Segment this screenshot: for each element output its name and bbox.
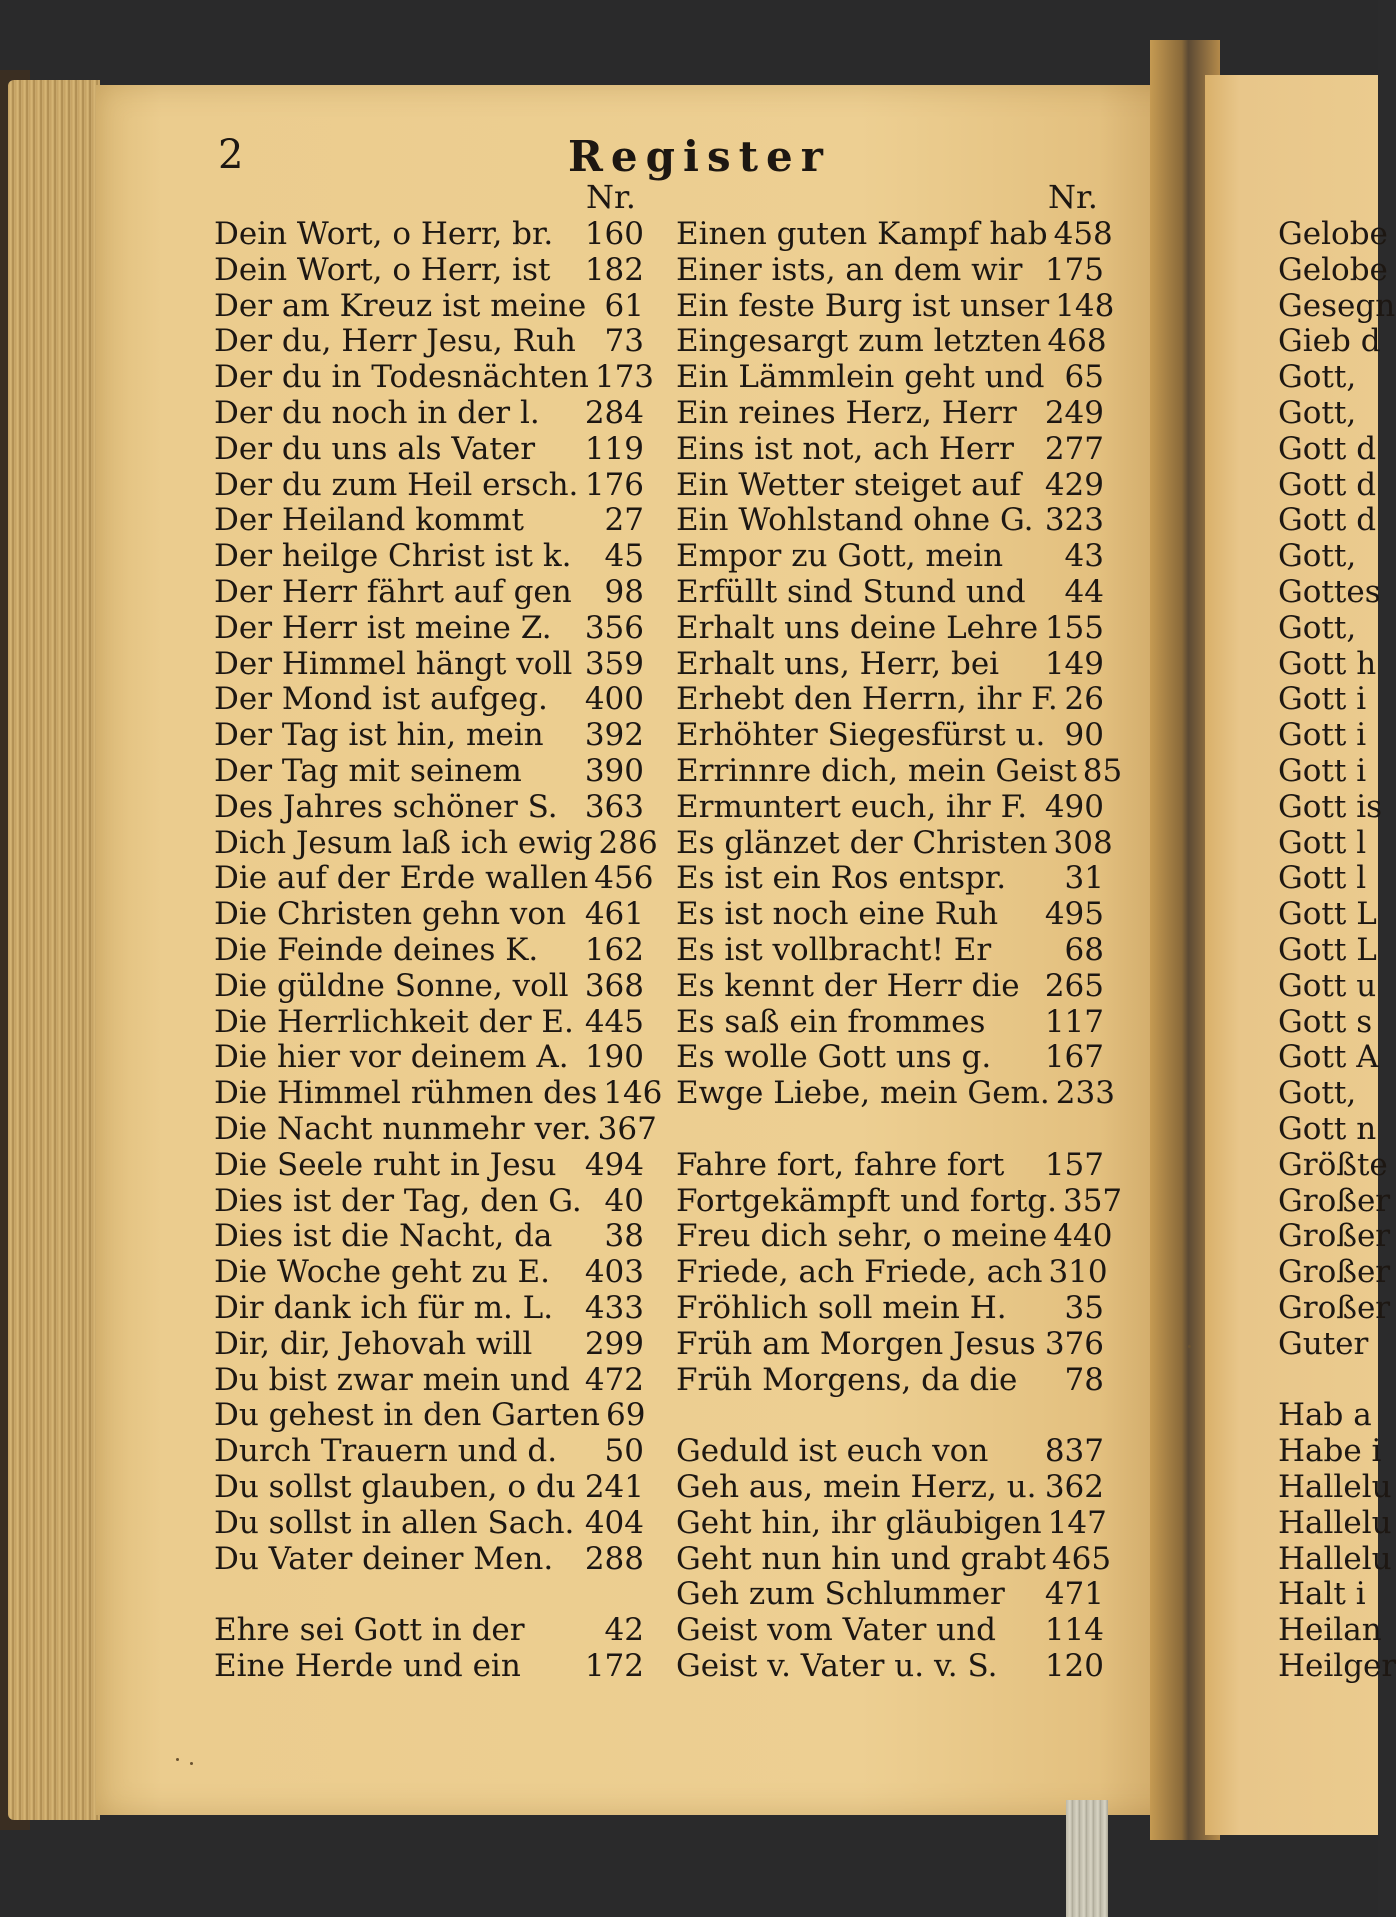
right-page-entry-fragment: Gott d [1278,430,1377,467]
entry-number: 148 [1055,287,1115,324]
right-page-entry-fragment: Gott, [1278,395,1357,431]
right-page-entry-fragment: Gott, [1278,538,1357,575]
entry-number: 265 [1044,967,1104,1004]
entry-title: Die güldne Sonne, voll [214,967,569,1004]
index-entry [214,1254,644,1290]
index-entry [214,1326,644,1362]
right-page-entry-fragment: Heilger [1278,1648,1396,1684]
right-page-entry-fragment: Gott u [1278,967,1377,1004]
index-entry [214,252,644,288]
right-page-entry-fragment: Heilan [1278,1612,1382,1649]
index-entry [676,1039,1104,1075]
entry-number: 43 [1064,538,1104,575]
index-entry [214,1147,644,1183]
right-page-entry-fragment: Hallelu [1278,1504,1392,1541]
entry-number: 172 [584,1648,644,1684]
entry-title: Die Herrlichkeit der E. [214,1003,574,1040]
entry-title: Erhebt den Herrn, ihr F. [676,681,1058,718]
entry-number: 494 [584,1146,644,1183]
right-page-entry-fragment: Gieb d [1278,323,1381,360]
entry-title: Der Tag mit seinem [214,753,522,789]
index-entry [676,1326,1104,1362]
index-entry [214,467,644,503]
page-number: 2 [218,132,244,178]
entry-number: 392 [584,717,644,754]
entry-number: 114 [1044,1612,1104,1649]
entry-number: 490 [1044,788,1104,825]
right-page-entry-fragment: Gott L [1278,932,1377,968]
index-entry [676,610,1104,646]
page-edges [8,80,100,1820]
index-entry [676,1612,1104,1648]
entry-title: Geht hin, ihr gläubigen [676,1504,1042,1541]
entry-title: Fahre fort, fahre fort [676,1146,1005,1183]
index-entry [676,1576,1104,1612]
entry-number: 376 [1044,1325,1104,1362]
entry-title: Früh Morgens, da die [676,1361,1018,1398]
index-entry [676,681,1104,717]
entry-number: 73 [604,323,644,360]
entry-title: Empor zu Gott, mein [676,538,1004,575]
entry-title: Ewge Liebe, mein Gem. [676,1075,1050,1112]
index-entry [676,431,1104,467]
entry-title: Der Tag ist hin, mein [214,717,544,754]
entry-title: Dir dank ich für m. L. [214,1290,554,1326]
entry-number: 155 [1044,609,1104,646]
index-entry [676,896,1104,932]
right-page-entry-fragment: Großer [1278,1290,1391,1326]
entry-number: 160 [584,216,644,252]
index-entry [214,1290,644,1326]
index-entry [214,1541,644,1577]
index-entry [676,574,1104,610]
index-entry [214,1469,644,1505]
entry-title: Du gehest in den Garten [214,1397,600,1434]
right-page-entry-fragment: Gott n [1278,1111,1377,1147]
entry-number: 45 [604,538,644,575]
entry-title: Die Feinde deines K. [214,932,539,968]
index-entry [214,1039,644,1075]
entry-title: Geduld ist euch von [676,1433,989,1470]
entry-number: 182 [584,251,644,288]
right-page-entry-fragment: Gesegn [1278,287,1396,324]
index-entry [676,1469,1104,1505]
entry-title: Erhalt uns, Herr, bei [676,645,1000,682]
entry-number: 465 [1051,1540,1112,1577]
entry-number: 837 [1044,1433,1104,1470]
index-entry [214,502,644,538]
entry-number: 31 [1064,860,1104,897]
paper-speck [1188,1345,1191,1348]
entry-title: Erhöhter Siegesfürst u. [676,717,1046,754]
entry-title: Die Seele ruht in Jesu [214,1146,557,1183]
entry-title: Der Himmel hängt voll [214,645,573,682]
index-entry [676,1182,1123,1219]
entry-number: 403 [584,1254,644,1291]
entry-title: Die auf der Erde wallen [214,860,589,897]
right-page-entry-fragment: Gott h [1278,645,1377,682]
right-page-entry-fragment: Gott l [1278,860,1367,897]
index-entry [676,467,1104,503]
entry-number: 90 [1064,717,1104,754]
index-entry [676,1362,1104,1398]
entry-number: 167 [1044,1039,1104,1076]
entry-title: Die Christen gehn von [214,896,567,933]
right-page-entry-fragment: Gelobe [1278,251,1388,288]
entry-number: 472 [584,1361,644,1398]
index-entry [214,574,644,610]
index-entry [214,753,644,789]
entry-number: 356 [584,609,644,646]
entry-title: Du sollst in allen Sach. [214,1504,575,1541]
entry-number: 277 [1044,430,1104,467]
entry-title: Ermuntert euch, ihr F. [676,788,1028,825]
entry-title: Dir, dir, Jehovah will [214,1325,533,1362]
entry-number: 50 [604,1433,644,1470]
index-entry [676,1218,1113,1255]
entry-number: 27 [604,502,644,539]
entry-title: Dies ist die Nacht, da [214,1218,553,1255]
entry-number: 440 [1053,1218,1113,1255]
entry-number: 149 [1044,645,1104,682]
entry-title: Die Woche geht zu E. [214,1254,551,1291]
entry-number: 146 [603,1075,663,1112]
entry-title: Eins ist not, ach Herr [676,430,1014,467]
entry-title: Die hier vor deinem A. [214,1039,569,1076]
index-entry [676,287,1115,324]
right-page-entry-fragment: Hallelu [1278,1469,1392,1505]
entry-number: 40 [604,1182,644,1219]
entry-number: 400 [584,681,644,718]
index-entry [676,968,1104,1004]
index-entry [214,1648,644,1684]
entry-title: Dein Wort, o Herr, br. [214,216,554,252]
entry-number: 390 [584,753,644,789]
index-entry [676,1433,1104,1469]
entry-title: Fortgekämpft und fortg. [676,1182,1057,1219]
right-page-entry-fragment: Gott i [1278,753,1367,789]
entry-number: 404 [584,1504,644,1541]
index-entry [676,1075,1115,1112]
index-entry [676,1504,1107,1541]
column-header-left: Nr. [586,178,636,216]
entry-title: Ein Wohlstand ohne G. [676,502,1034,539]
entry-number: 190 [584,1039,644,1076]
index-entry [214,216,644,252]
index-entry [676,1147,1104,1183]
index-entry [214,717,644,753]
right-page-entry-fragment: Gott, [1278,359,1357,396]
entry-number: 429 [1044,466,1104,503]
entry-number: 471 [1044,1576,1104,1613]
entry-title: Es glänzet der Christen [676,824,1048,861]
right-page-entry-fragment: Hallelu [1278,1540,1392,1577]
entry-number: 357 [1062,1182,1123,1219]
index-entry [676,646,1104,682]
entry-title: Es ist vollbracht! Er [676,932,992,968]
right-page-entry-fragment: Gott d [1278,466,1377,503]
entry-number: 65 [1064,359,1104,396]
entry-title: Früh am Morgen Jesus [676,1325,1036,1362]
index-entry [676,1254,1108,1291]
entry-number: 310 [1048,1254,1108,1291]
index-entry [676,824,1113,861]
right-page-entry-fragment: Gott A [1278,1039,1379,1076]
index-entry [214,646,644,682]
right-page-entry-fragment: Gott i [1278,717,1367,754]
entry-number: 367 [597,1111,657,1147]
entry-number: 249 [1044,395,1104,431]
index-entry [676,502,1104,538]
entry-number: 308 [1053,824,1113,861]
index-entry [676,252,1104,288]
entry-title: Ein Lämmlein geht und [676,359,1045,396]
entry-title: Des Jahres schöner S. [214,788,558,825]
entry-title: Der Heiland kommt [214,502,524,539]
entry-title: Der heilge Christ ist k. [214,538,572,575]
entry-title: Errinnre dich, mein Geist [676,753,1077,789]
index-entry [214,1612,644,1648]
entry-number: 120 [1044,1648,1104,1684]
entry-number: 458 [1053,216,1113,252]
right-page-entry-fragment: Großer [1278,1182,1391,1219]
index-entry [214,932,644,968]
index-entry [676,860,1104,896]
index-entry [676,1290,1104,1326]
index-entry [676,359,1104,395]
entry-number: 42 [604,1612,644,1649]
entry-number: 233 [1055,1075,1115,1112]
entry-number: 44 [1064,574,1104,610]
entry-number: 284 [584,395,644,431]
index-entry [676,538,1104,574]
index-entry [214,1397,644,1433]
entry-title: Durch Trauern und d. [214,1433,558,1470]
entry-title: Dies ist der Tag, den G. [214,1182,582,1219]
entry-title: Der Herr ist meine Z. [214,609,552,646]
entry-number: 323 [1044,502,1104,539]
entry-number: 433 [584,1290,644,1326]
index-entry [214,896,644,932]
column-header-middle: Nr. [1048,178,1098,216]
right-page-entry-fragment: Gott, [1278,609,1357,646]
entry-title: Die Nacht nunmehr ver. [214,1111,592,1147]
entry-number: 117 [1044,1003,1104,1040]
index-entry [214,968,644,1004]
right-page-entry-fragment: Größte [1278,1146,1388,1183]
index-entry [214,323,644,359]
entry-title: Freu dich sehr, o meine [676,1218,1048,1255]
right-page-entry-fragment: Großer [1278,1254,1391,1291]
entry-title: Es ist noch eine Ruh [676,896,999,933]
entry-title: Der Mond ist aufgeg. [214,681,548,718]
entry-number: 456 [594,860,654,897]
entry-number: 241 [584,1469,644,1505]
entry-title: Es saß ein frommes [676,1003,986,1040]
entry-title: Geh zum Schlummer [676,1576,1005,1613]
entry-title: Fröhlich soll mein H. [676,1290,1007,1326]
entry-title: Es wolle Gott uns g. [676,1039,992,1076]
entry-title: Geh aus, mein Herz, u. [676,1469,1037,1505]
index-entry [214,395,644,431]
right-page-entry-fragment: Gott is [1278,788,1383,825]
index-entry [214,538,644,574]
index-entry [214,860,654,897]
right-page-entry-fragment: Großer [1278,1218,1391,1255]
right-page-entry-fragment: Gott, [1278,1075,1357,1112]
index-entry [676,932,1104,968]
right-page-entry-fragment: Guter [1278,1325,1369,1362]
bookmark-ribbon [1066,1800,1108,1917]
entry-number: 362 [1044,1469,1104,1505]
entry-number: 175 [1044,251,1104,288]
entry-title: Einer ists, an dem wir [676,251,1023,288]
index-entry [214,1218,644,1254]
index-entry [214,1075,663,1112]
index-entry [676,1540,1112,1577]
index-entry [676,717,1104,753]
entry-title: Ehre sei Gott in der [214,1612,525,1649]
index-entry [214,610,644,646]
page-title: Register [568,132,831,181]
entry-title: Friede, ach Friede, ach [676,1254,1043,1291]
entry-number: 445 [584,1003,644,1040]
entry-title: Du Vater deiner Men. [214,1540,554,1577]
entry-title: Der du uns als Vater [214,430,536,467]
entry-number: 363 [584,788,644,825]
right-page-entry-fragment: Gottes [1278,574,1381,610]
index-entry [676,216,1113,252]
index-entry [214,824,658,861]
entry-number: 35 [1064,1290,1104,1326]
entry-title: Die Himmel rühmen des [214,1075,598,1112]
index-entry [676,753,1123,789]
entry-number: 85 [1082,753,1123,789]
index-entry [214,1004,644,1040]
index-entry [214,789,644,825]
entry-title: Du bist zwar mein und [214,1361,570,1398]
right-page-entry-fragment: Halt i [1278,1576,1366,1613]
entry-title: Es kennt der Herr die [676,967,1020,1004]
entry-number: 78 [1064,1361,1104,1398]
entry-title: Erhalt uns deine Lehre [676,609,1039,646]
entry-title: Erfüllt sind Stund und [676,574,1026,610]
right-page-entry-fragment: Gott L [1278,896,1377,933]
right-page-entry-fragment: Gott i [1278,681,1367,718]
index-entry [676,395,1104,431]
entry-number: 162 [584,932,644,968]
entry-number: 157 [1044,1146,1104,1183]
entry-title: Der am Kreuz ist meine [214,287,587,324]
entry-title: Einen guten Kampf hab [676,216,1048,252]
index-entry [676,323,1107,360]
entry-number: 98 [604,574,644,610]
entry-title: Ein Wetter steiget auf [676,466,1022,503]
right-page-entry-fragment: Gott d [1278,502,1377,539]
entry-title: Der Herr fährt auf gen [214,574,572,610]
entry-number: 286 [598,824,658,861]
entry-number: 61 [604,287,644,324]
right-page-entry-fragment: Habe i [1278,1433,1382,1470]
entry-title: Geist vom Vater und [676,1612,996,1649]
entry-title: Dich Jesum laß ich ewig [214,824,593,861]
index-entry [214,1183,644,1219]
right-page-entry-fragment: Hab a [1278,1397,1372,1434]
entry-number: 299 [584,1325,644,1362]
entry-number: 38 [604,1218,644,1255]
entry-number: 69 [605,1397,646,1434]
entry-title: Der du zum Heil ersch. [214,466,579,503]
entry-title: Eine Herde und ein [214,1648,521,1684]
index-entry [214,288,644,324]
right-page-entry-fragment: Gelobe [1278,216,1388,252]
index-entry [214,1505,644,1541]
entry-title: Dein Wort, o Herr, ist [214,251,551,288]
paper-speck [190,1762,193,1765]
paper-speck [176,1758,179,1761]
entry-title: Ein reines Herz, Herr [676,395,1017,431]
entry-title: Eingesargt zum letzten [676,323,1042,360]
entry-title: Geht nun hin und grabt [676,1540,1046,1577]
entry-title: Es ist ein Ros entspr. [676,860,1007,897]
index-entry [214,1111,657,1147]
index-entry [676,1648,1104,1684]
index-entry [676,789,1104,825]
entry-number: 368 [584,967,644,1004]
entry-number: 176 [584,466,644,503]
entry-number: 147 [1047,1504,1107,1541]
entry-title: Ein feste Burg ist unser [676,287,1050,324]
index-entry [676,1004,1104,1040]
entry-number: 495 [1044,896,1104,933]
entry-title: Der du, Herr Jesu, Ruh [214,323,576,360]
entry-number: 288 [584,1540,644,1577]
entry-number: 173 [594,359,655,396]
entry-number: 119 [584,430,644,467]
index-entry [214,1433,644,1469]
entry-number: 68 [1064,932,1104,968]
index-entry [214,431,644,467]
entry-title: Geist v. Vater u. v. S. [676,1648,998,1684]
entry-number: 359 [584,645,644,682]
entry-number: 26 [1064,681,1104,718]
index-entry [214,1362,644,1398]
right-page-entry-fragment: Gott l [1278,824,1367,861]
entry-number: 461 [584,896,644,933]
right-page-entry-fragment: Gott s [1278,1003,1373,1040]
entry-number: 468 [1047,323,1107,360]
entry-title: Der du in Todesnächten [214,359,589,396]
index-entry [214,681,644,717]
index-entry [214,359,655,396]
entry-title: Der du noch in der l. [214,395,540,431]
entry-title: Du sollst glauben, o du [214,1469,576,1505]
